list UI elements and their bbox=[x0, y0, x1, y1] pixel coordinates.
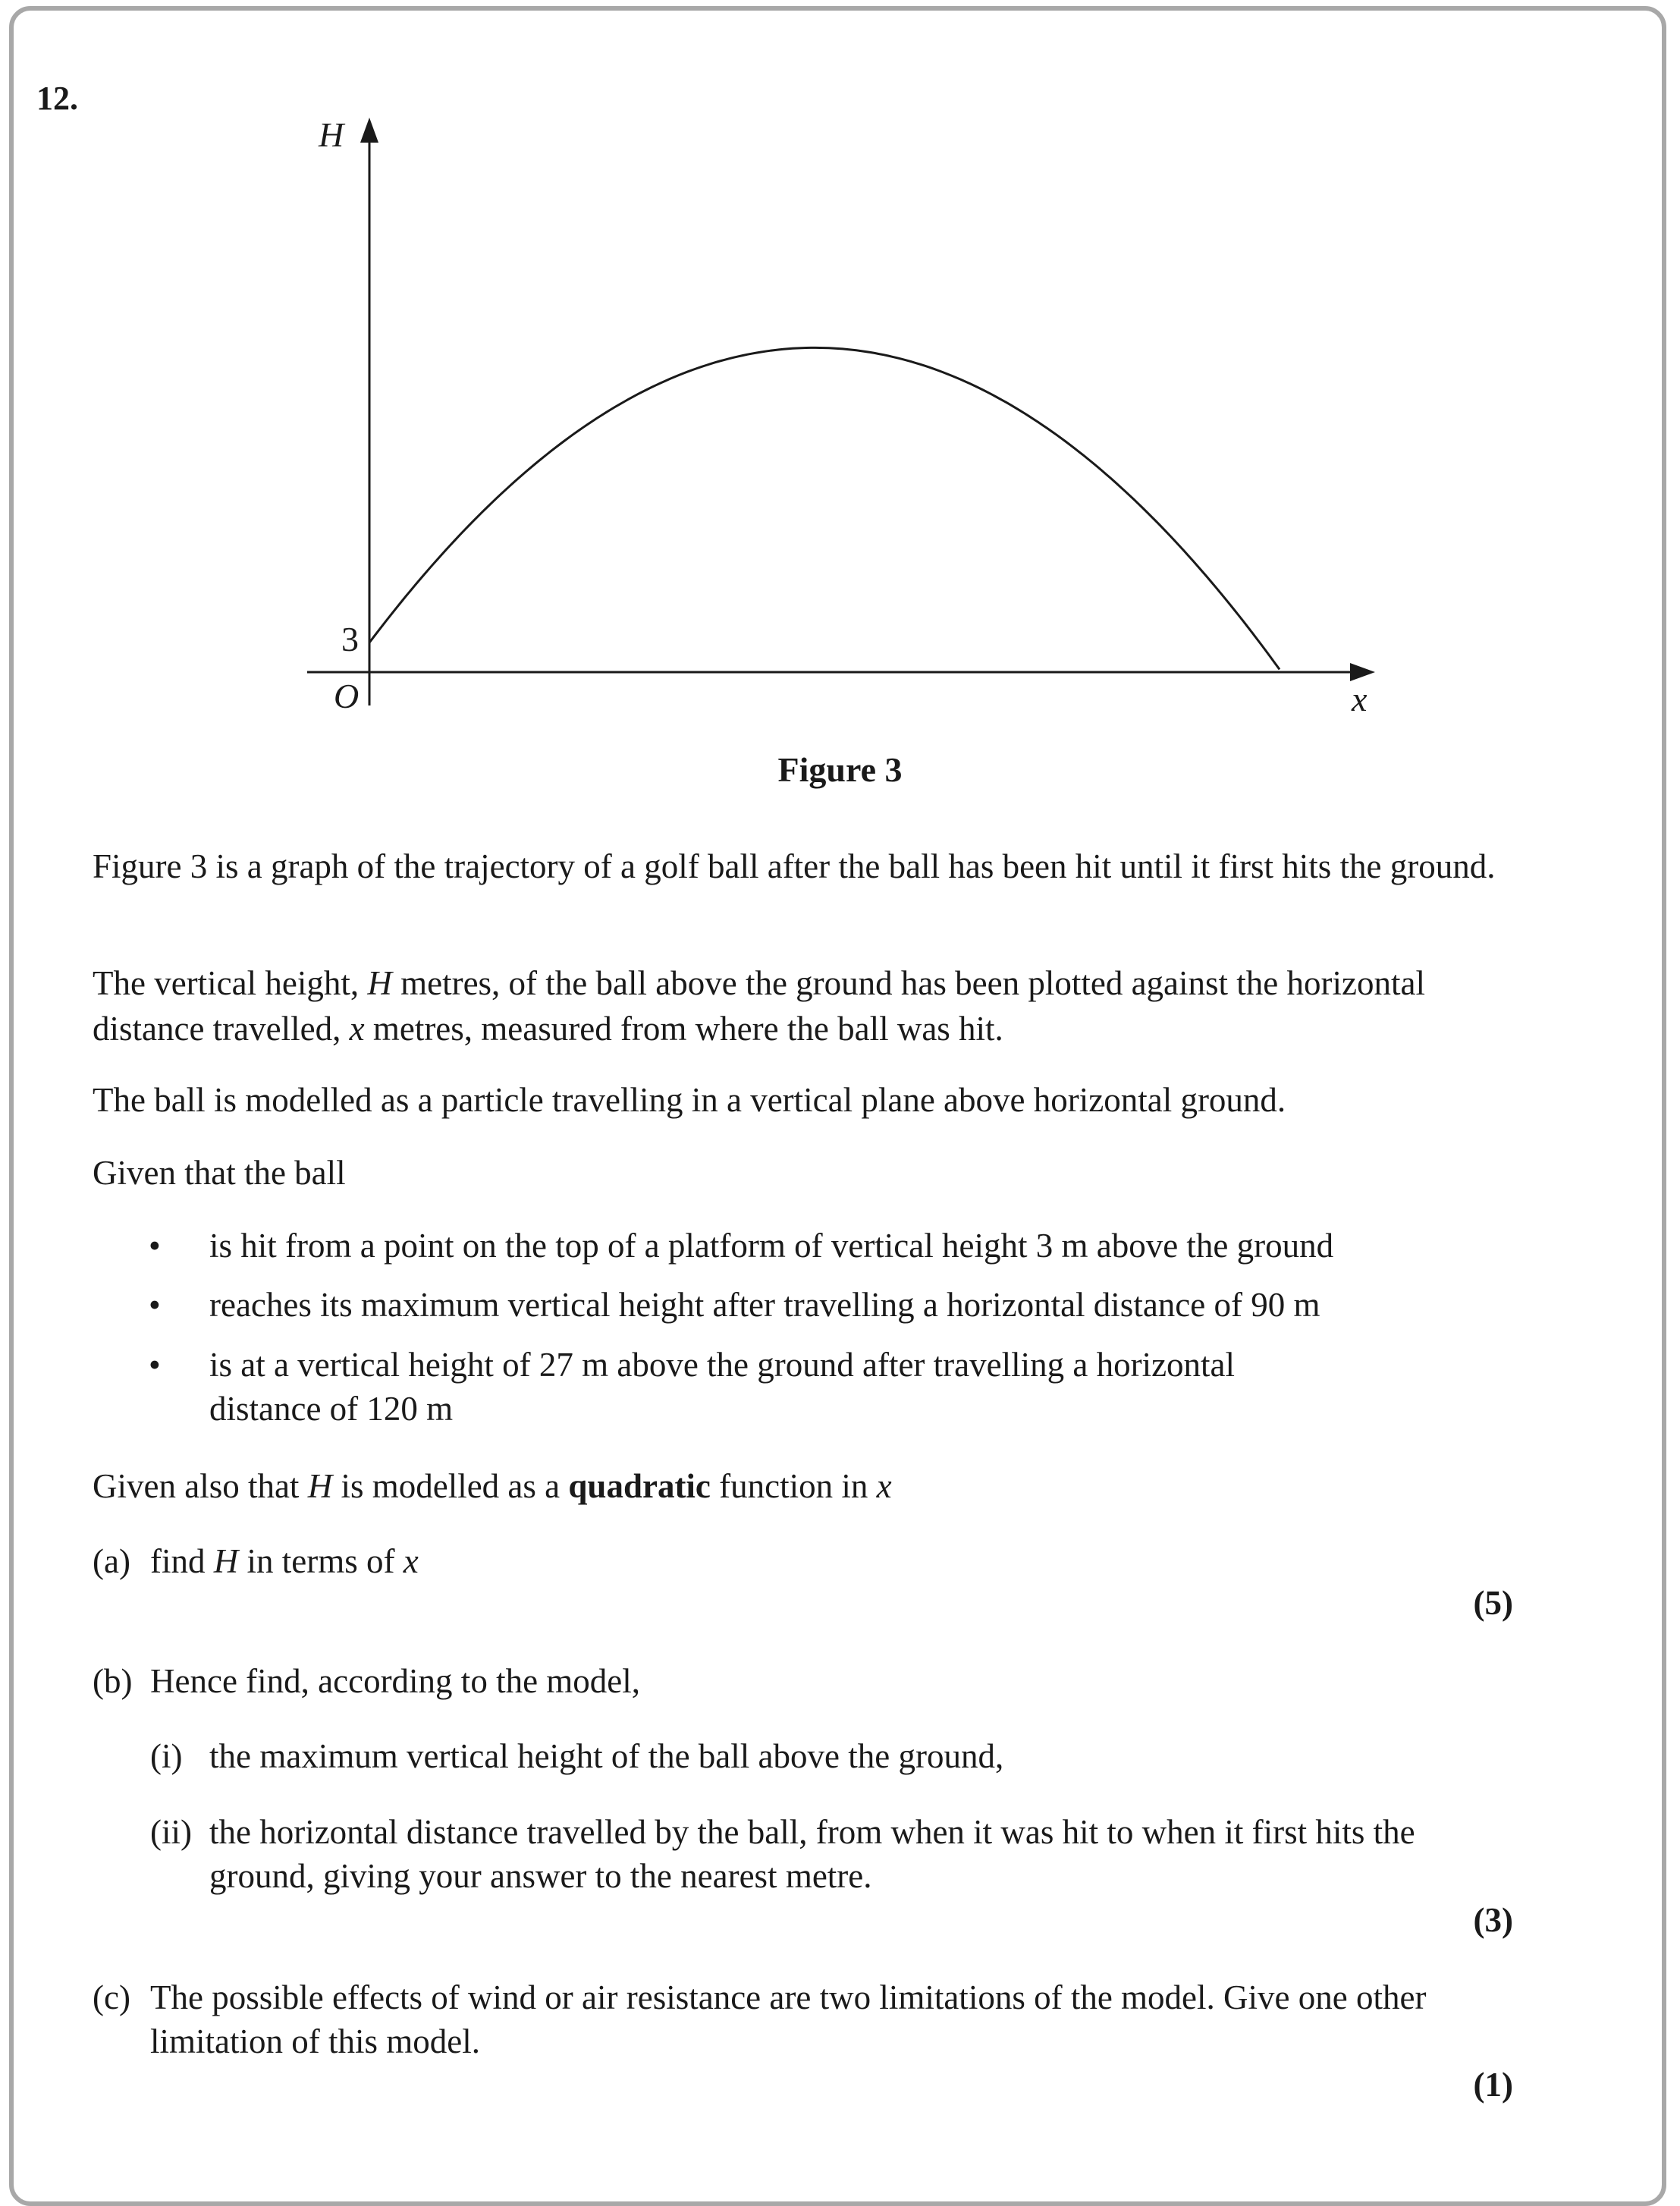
part-b-ii-text: the horizontal distance travelled by the ball, from when it was hit to when it first hits the ground, giving your answer to the nearest metre. bbox=[209, 1813, 1415, 1895]
part-c-text: The possible effects of wind or air resistance are two limitations of the model. Give one other limitation of this model. bbox=[150, 1978, 1427, 2060]
part-a-label: (a) bbox=[93, 1542, 130, 1580]
part-a-marks: (5) bbox=[1473, 1584, 1513, 1622]
part-c-marks: (1) bbox=[1473, 2066, 1513, 2104]
part-a-text: find H in terms of x bbox=[150, 1542, 419, 1580]
figure-caption: Figure 3 bbox=[777, 750, 903, 789]
intro-paragraph-2: The vertical height, H metres, of the ball above the ground has been plotted against the horizontal distance travelled, x metres, measured from where the ball was hit. bbox=[93, 964, 1425, 1048]
part-b-marks: (3) bbox=[1473, 1901, 1513, 1939]
part-b-i-text: the maximum vertical height of the ball above the ground, bbox=[209, 1737, 1004, 1775]
part-b-ii-label: (ii) bbox=[150, 1813, 192, 1851]
trajectory-curve bbox=[369, 347, 1280, 669]
y-axis-arrow bbox=[360, 118, 378, 143]
part-b-text: Hence find, according to the model, bbox=[150, 1662, 641, 1700]
given-paragraph: Given that the ball bbox=[93, 1154, 346, 1192]
bullet-dot: • bbox=[149, 1346, 161, 1384]
intercept-label: 3 bbox=[341, 620, 359, 658]
x-axis-label: x bbox=[1352, 680, 1368, 718]
trajectory-figure bbox=[0, 0, 1680, 759]
bullet-dot: • bbox=[149, 1227, 161, 1265]
x-axis-arrow bbox=[1350, 663, 1375, 681]
part-c-label: (c) bbox=[93, 1978, 130, 2016]
y-axis-label: H bbox=[319, 115, 344, 154]
question-number: 12. bbox=[36, 80, 78, 117]
part-b-label: (b) bbox=[93, 1662, 133, 1700]
bullet-dot: • bbox=[149, 1286, 161, 1324]
given-also-paragraph: Given also that H is modelled as a quadratic function in x bbox=[93, 1467, 892, 1505]
origin-label: O bbox=[334, 677, 360, 715]
part-b-i-label: (i) bbox=[150, 1737, 183, 1775]
intro-paragraph-1: Figure 3 is a graph of the trajectory of a golf ball after the ball has been hit until it first hits the ground. bbox=[93, 847, 1496, 885]
intro-paragraph-3: The ball is modelled as a particle travelling in a vertical plane above horizontal ground. bbox=[93, 1081, 1286, 1119]
